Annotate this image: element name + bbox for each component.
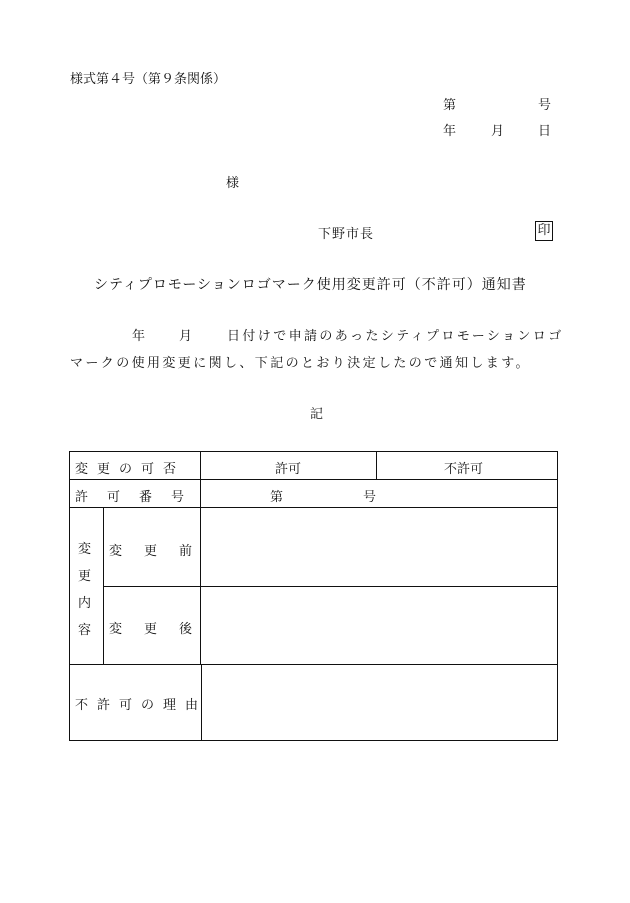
table-rule <box>69 664 558 665</box>
body-line-2: マークの使用変更に関し、下記のとおり決定したので通知します。 <box>70 356 531 371</box>
label-permit-number: 許可番号 <box>75 490 204 505</box>
date-day: 日 <box>538 124 552 139</box>
body-month: 月 <box>179 329 195 344</box>
table-rule <box>69 479 558 480</box>
table-rule <box>103 507 104 664</box>
table-rule <box>103 586 558 587</box>
document-title: シティプロモーションロゴマーク使用変更許可（不許可）通知書 <box>94 277 527 293</box>
seal-mark: 印 <box>535 221 553 241</box>
ki-heading: 記 <box>310 407 324 422</box>
option-permit: 許可 <box>275 462 302 477</box>
form-number: 様式第４号（第９条関係） <box>70 72 227 87</box>
label-denial-reason: 不許可の理由 <box>75 698 208 713</box>
body-year: 年 <box>132 329 148 344</box>
date-month: 月 <box>491 124 505 139</box>
label-after-change: 変更後 <box>109 622 215 637</box>
table-border-right <box>557 451 558 741</box>
label-approval-status: 変更の可否 <box>75 462 186 477</box>
label-change-content: 変更内容 <box>78 542 92 638</box>
recipient-honorific: 様 <box>226 176 240 191</box>
issuer-name: 下野市長 <box>318 227 375 242</box>
permit-number-prefix: 第 <box>270 490 284 505</box>
date-year: 年 <box>443 124 457 139</box>
label-before-change: 変更前 <box>109 544 215 559</box>
table-rule <box>376 451 377 479</box>
document-number-suffix: 号 <box>538 98 552 113</box>
permit-number-suffix: 号 <box>363 490 377 505</box>
table-border-bottom <box>69 740 558 741</box>
option-deny: 不許可 <box>444 462 484 477</box>
body-line-1-text: 日付けで申請のあったシティプロモーションロゴ <box>227 329 564 344</box>
table-border-left <box>69 451 70 741</box>
table-border-top <box>69 451 558 452</box>
document-number-prefix: 第 <box>443 98 457 113</box>
table-rule <box>69 507 558 508</box>
